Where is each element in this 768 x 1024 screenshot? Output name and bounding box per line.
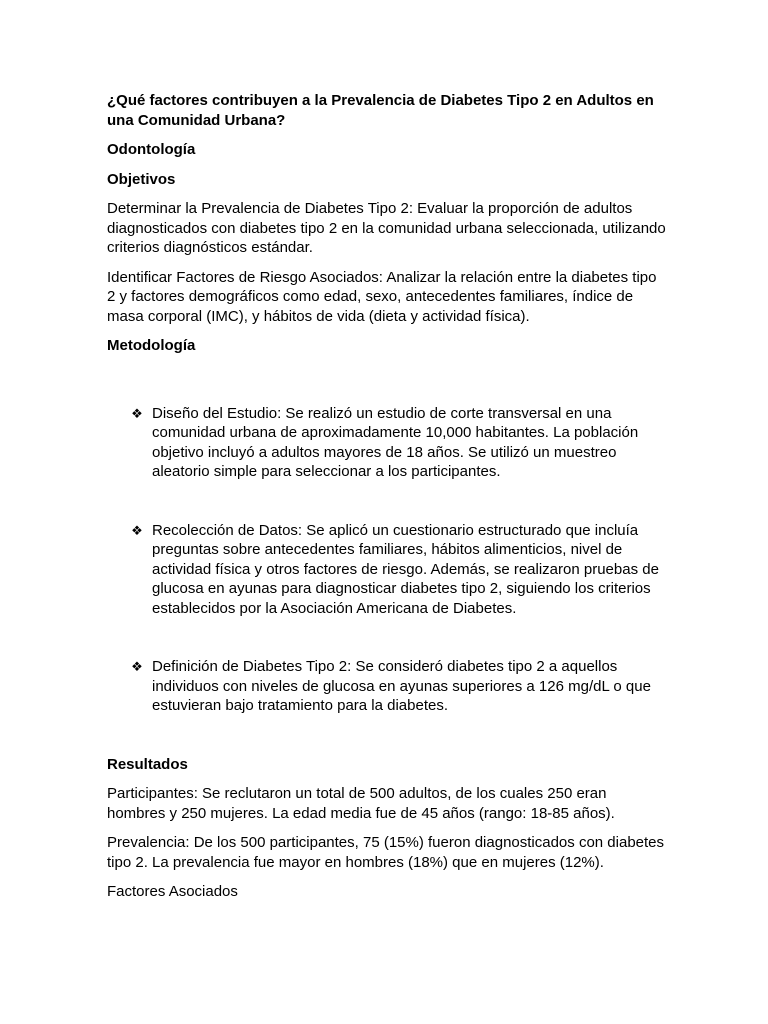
objective-paragraph: Identificar Factores de Riesgo Asociados: Analizar la relación entre la diabetes tipo 2 y factores demográficos como edad, sexo, antecedentes familiares, índice de masa corporal (IMC), y hábitos de vida (dieta y actividad física).	[107, 268, 657, 325]
results-heading: Resultados	[107, 755, 188, 773]
methodology-item-text: Definición de Diabetes Tipo 2: Se consideró diabetes tipo 2 a aquellos individuos con niveles de glucosa en ayunas superiores a 126 mg/dL o que estuvieran bajo tratamiento para la diabetes.	[152, 658, 651, 714]
diamond-bullet-icon: ❖	[131, 405, 143, 421]
spacer	[107, 366, 668, 404]
results-subheading: Factores Asociados	[107, 883, 238, 900]
results-paragraph: Prevalencia: De los 500 participantes, 75 (15%) fueron diagnosticados con diabetes tipo 2. La prevalencia fue mayor en hombres (18%) que en mujeres (12%).	[107, 834, 665, 871]
diamond-bullet-icon: ❖	[131, 522, 143, 538]
methodology-heading: Metodología	[107, 337, 196, 354]
objective-paragraph: Determinar la Prevalencia de Diabetes Tipo 2: Evaluar la proporción de adultos diagnosticados con diabetes tipo 2 en la comunidad urbana seleccionada, utilizando criterios diagnósticos estándar.	[107, 200, 666, 256]
methodology-list	[107, 404, 668, 716]
objectives-heading: Objetivos	[107, 170, 176, 188]
results-paragraph: Participantes: Se reclutaron un total de 500 adultos, de los cuales 250 eran hombres y 250 mujeres. La edad media fue de 45 años (rango: 18-85 años).	[107, 785, 615, 822]
list-item	[107, 404, 668, 482]
list-item	[107, 521, 668, 619]
diamond-bullet-icon: ❖	[131, 659, 143, 674]
methodology-item-text: Recolección de Datos: Se aplicó un cuestionario estructurado que incluía preguntas sobre antecedentes familiares, hábitos alimenticios, nivel de actividad física y otros factores de riesgo. Además, se realizaron pruebas de glucosa en ayunas para diagnosticar diabetes tipo 2, siguiendo los criterios establecidos por la Asociación Americana de Diabetes.	[152, 521, 659, 617]
list-item	[107, 657, 668, 716]
methodology-item-text: Diseño del Estudio: Se realizó un estudio de corte transversal en una comunidad urbana de aproximadamente 10,000 habitantes. La población objetivo incluyó a adultos mayores de 18 años. Se utilizó un muestreo aleatorio simple para seleccionar a los participantes.	[152, 404, 639, 480]
discipline-heading: Odontología	[107, 141, 196, 158]
document-title: ¿Qué factores contribuyen a la Prevalencia de Diabetes Tipo 2 en Adultos en una Comunidad Urbana?	[107, 92, 654, 129]
